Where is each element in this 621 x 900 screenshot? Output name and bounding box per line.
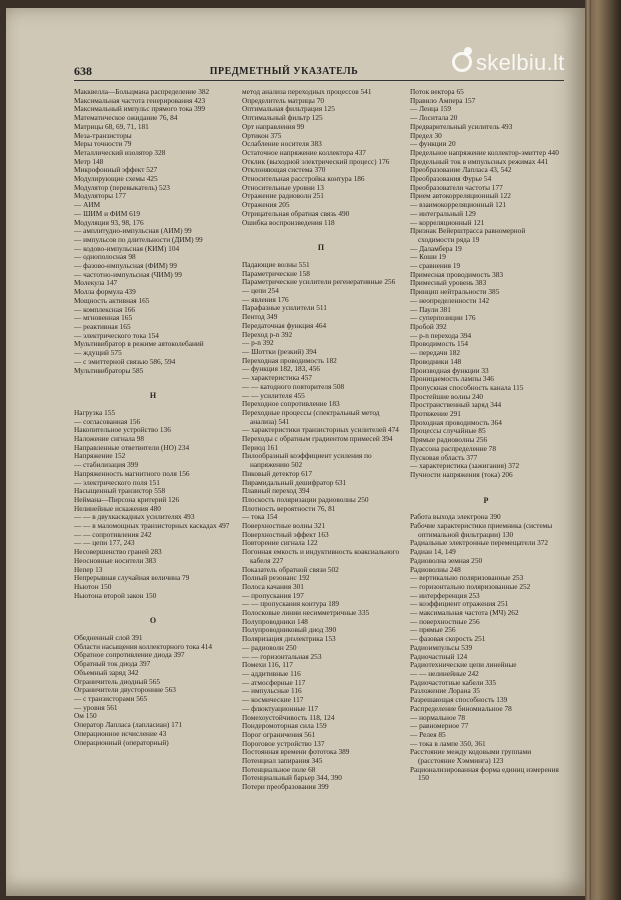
index-entry: Мультивибраторы 585 [74, 365, 144, 375]
index-entry: — — катодного повторителя 508 [242, 381, 345, 391]
index-column-3 [410, 88, 562, 783]
index-entry: Прием автокорреляционный 122 [410, 191, 511, 201]
index-entry: Модуляторы 177 [74, 191, 126, 201]
spacer [242, 227, 400, 235]
index-entry: Метр 148 [74, 156, 104, 166]
index-entry: — — сопротивления 242 [74, 529, 152, 539]
index-entry: — Даламбера 19 [410, 243, 462, 253]
index-entry: — прямые 256 [410, 625, 456, 635]
index-entry: Правило Ампера 157 [410, 95, 476, 105]
index-entry: Неосновные носители 383 [74, 555, 157, 565]
index-entry: — коэффициент отражения 251 [410, 599, 509, 609]
index-entry: — — в двухкаскадных усилителях 493 [74, 512, 195, 522]
index-entry: Ошибка воспроизведения 118 [242, 217, 335, 227]
index-entry: — частотно-импульсная (ЧИМ) 99 [74, 269, 182, 279]
index-entry: — фазово-импульсная (ФИМ) 99 [74, 261, 177, 271]
section-letter: Н [149, 391, 157, 401]
index-entry: — атмосферные 117 [242, 677, 306, 687]
index-entry: — функции 20 [410, 139, 456, 149]
index-entry: Ньютон 150 [74, 581, 112, 591]
index-entry: Радиочастный 124 [410, 651, 468, 661]
index-entry: Остаточное напряжение коллектора 437 [242, 147, 366, 157]
index-entry: Радиоволны 248 [410, 564, 461, 574]
index-entry: Радиоволна земная 250 [410, 555, 483, 565]
index-entry: — пропускания 197 [242, 590, 304, 600]
index-entry: Поверхностные волны 321 [242, 521, 326, 531]
index-entry: — равномерное 77 [410, 721, 469, 731]
spacer [74, 375, 232, 383]
index-entry: Оптимальный фильтр 125 [242, 113, 323, 123]
index-entry: Расстояние между кодовыми группами (расстояние Хэмминга) 123 [410, 747, 532, 766]
index-entry: Оптимальная фильтрация 125 [242, 104, 335, 114]
index-entry: — импульсов по длительности (ДИМ) 99 [74, 234, 203, 244]
page-number: 638 [74, 64, 92, 78]
index-entry: — сравнения 19 [410, 261, 461, 271]
index-entry: — аддитивные 116 [242, 669, 301, 678]
index-entry: — — усилителя 455 [242, 390, 305, 400]
index-entry: Радиальные электронные перемещатели 372 [410, 538, 549, 548]
index-entry: — корреляционный 121 [410, 217, 485, 227]
index-entry: Мультивибратор в режиме автоколебаний [74, 339, 204, 349]
index-entry: Параметрические усилители регенеративные 256 [242, 277, 396, 287]
index-entry: — — цепи 177, 243 [74, 538, 135, 548]
index-entry: Поток вектора 65 [410, 88, 464, 96]
index-column-2 [242, 88, 400, 792]
index-column-1 [74, 88, 232, 747]
index-entry: — явления 176 [242, 294, 289, 304]
index-entry: Процессы случайные 85 [410, 426, 486, 436]
index-entry: Обратный ток диода 397 [74, 659, 151, 669]
spacer [74, 600, 232, 608]
index-columns [74, 88, 568, 896]
index-entry: Пуассона распределение 78 [410, 443, 496, 453]
index-entry: — космические 117 [242, 695, 304, 705]
index-entry: Полосковые линии несимметричные 335 [242, 608, 370, 618]
index-entry: Ограничитель диодный 565 [74, 676, 161, 686]
index-entry: Погонная емкость и индуктивность коаксиального кабеля 227 [242, 547, 400, 565]
index-entry: Меры точности 79 [74, 139, 132, 149]
index-entry: Радиоимпульсы 539 [410, 642, 473, 652]
index-entry: Пиковый детектор 617 [242, 468, 313, 478]
index-entry: Пороговое устройство 137 [242, 738, 325, 748]
index-entry: — тока в лампе 350, 361 [410, 738, 486, 748]
index-entry: Преобразования Фурье 54 [410, 174, 492, 184]
index-entry: — интерференция 253 [410, 590, 480, 600]
watermark [452, 50, 565, 76]
index-entry: Пилообразный коэффициент усиления по напряжению 502 [242, 451, 372, 470]
index-entry: Преобразование Лапласа 43, 542 [410, 165, 512, 175]
running-head: ПРЕДМЕТНЫЙ УКАЗАТЕЛЬ [209, 66, 359, 77]
index-entry: Прямые радиоволны 256 [410, 435, 488, 445]
index-entry: Поверхностный эффект 163 [242, 529, 329, 539]
index-entry: Металлический изолятор 328 [74, 147, 166, 157]
index-entry: Модуляция 93, 98, 176 [74, 217, 144, 227]
index-entry: Рабочие характеристики приемника (системы оптимальной фильтрации) 130 [410, 521, 553, 539]
index-entry: Предел 30 [410, 130, 442, 140]
index-entry: Пробой 392 [410, 321, 447, 331]
index-entry: Нагрузка 155 [74, 407, 116, 417]
index-entry: Признак Вейерштрасса равномерной сходимости ряда 19 [410, 226, 526, 244]
index-entry: Разложение Лоранa 35 [410, 686, 480, 696]
index-entry: Потенциал запирания 345 [242, 756, 323, 766]
index-entry: — Коши 19 [410, 252, 446, 262]
index-entry: Проницаемость лампы 346 [410, 374, 494, 384]
index-entry: Повторение сигнала 122 [242, 538, 318, 548]
index-entry: Полоса качания 301 [242, 581, 304, 591]
index-entry: Поляризация диэлектрика 153 [242, 634, 336, 644]
index-entry: Обратное сопротивление диода 397 [74, 650, 185, 660]
watermark-logo-icon [452, 52, 472, 72]
index-entry: Помехи 116, 117 [242, 660, 293, 670]
index-entry: Неймана—Пирсона критерий 126 [74, 494, 180, 504]
section-letter: О [149, 616, 157, 626]
index-entry: — радиоволн 250 [242, 642, 297, 652]
index-entry: Полупроводники 148 [242, 616, 308, 626]
index-entry: Период 161 [242, 442, 278, 452]
index-entry: Напряжение 152 [74, 451, 126, 461]
index-entry: Области насыщения коллекторного тока 414 [74, 641, 213, 651]
section-letter: П [317, 243, 325, 253]
index-entry: Принцип нейтральности 385 [410, 287, 500, 297]
index-entry: Разрешающая способность 139 [410, 695, 508, 705]
index-entry: Макквелла—Больцмана распределение 382 [74, 88, 210, 96]
index-entry: — АИМ [74, 200, 101, 210]
section-letter: Р [483, 495, 489, 505]
index-entry: Параметрические 158 [242, 268, 310, 278]
index-entry: — характеристики транзисторных усилителей 474 [242, 425, 399, 435]
index-entry: — с эмиттерной связью 586, 594 [74, 356, 176, 366]
index-entry: Наложение сигнала 98 [74, 434, 145, 444]
index-entry: Относительные уровни 13 [242, 182, 324, 192]
index-entry: Математическое ожидание 76, 84 [74, 113, 178, 123]
index-entry: — горизонтально поляризованные 252 [410, 581, 531, 591]
index-entry: Максимальный импульс прямого тока 399 [74, 104, 206, 114]
index-entry: — вертикально поляризованные 253 [410, 573, 524, 583]
index-entry: Накопительное устройство 136 [74, 425, 171, 435]
index-entry: Определитель матрицы 70 [242, 95, 325, 105]
index-entry: Непер 13 [74, 564, 103, 574]
index-entry: Пирамидальный дешифратор 631 [242, 477, 347, 487]
index-entry: Протяжение 291 [410, 409, 461, 419]
index-entry: Объемный заряд 342 [74, 667, 139, 677]
index-entry: — ждущий 575 [74, 348, 122, 358]
index-entry: Распределение биномиальное 78 [410, 703, 512, 713]
index-entry: Модулятор (перевыкатель) 523 [74, 182, 170, 192]
index-entry: — функция 182, 183, 456 [242, 364, 320, 374]
index-entry: Радиочастотные кабели 335 [410, 677, 497, 687]
index-entry: Преобразователи частоты 177 [410, 182, 503, 192]
index-entry: Пропускная способность канала 115 [410, 382, 524, 392]
index-entry: Примесный уровень 383 [410, 278, 487, 288]
index-entry: Пространственный заряд 344 [410, 400, 502, 410]
index-entry: Отклик (выходной электрический процесс) 176 [242, 156, 390, 166]
index-entry: — — горизонтальная 253 [242, 651, 322, 661]
index-entry: Радиотехнические цепи линейные [410, 660, 517, 670]
index-entry: — характеристика (зажигания) 372 [410, 461, 520, 471]
index-entry: — нормальное 78 [410, 712, 466, 722]
index-entry: Предельное напряжение коллектор-эмиттер 440 [410, 147, 559, 157]
index-entry: Работа выхода электрона 390 [410, 512, 501, 522]
index-entry: — мгновенная 165 [74, 313, 133, 323]
index-entry: — комплексная 166 [74, 304, 136, 314]
index-entry: — p-n 392 [242, 338, 274, 348]
index-entry: — взаимокорреляционный 121 [410, 200, 507, 210]
index-entry: — суперпозиции 176 [410, 313, 476, 323]
index-entry: Орт направления 99 [242, 121, 305, 131]
index-entry: Полный резонанс 192 [242, 573, 310, 583]
index-entry: Модулирующие схемы 425 [74, 174, 158, 184]
index-entry: Отражения 205 [242, 200, 290, 210]
index-entry: Переходные процессы (спектральный метод анализа) 541 [242, 407, 380, 426]
index-entry: Передаточная функция 464 [242, 320, 327, 330]
index-entry: — Ленца 159 [410, 104, 452, 114]
index-entry: Насыщенный транзистор 558 [74, 486, 166, 496]
index-entry: — p-n перехода 394 [410, 330, 472, 340]
index-entry: Пучности напряжения (тока) 206 [410, 469, 513, 479]
index-entry: — амплитудно-импульсная (АИМ) 99 [74, 226, 192, 236]
index-entry: Потенциальный барьер 344, 390 [242, 773, 342, 783]
index-entry: Рационализированная форма единиц измерения 150 [410, 764, 559, 783]
index-entry: Проводимость 154 [410, 339, 468, 349]
index-entry: Ослабление носителя 383 [242, 139, 322, 149]
index-entry: Плавный переход 394 [242, 486, 310, 496]
index-entry: Пентод 349 [242, 312, 278, 322]
index-entry: — передачи 182 [410, 348, 461, 358]
index-entry: — фазовая скорость 251 [410, 634, 486, 644]
index-entry: — согласованная 156 [74, 416, 141, 426]
index-entry: Проводники 148 [410, 356, 462, 366]
index-entry: — реактивная 165 [74, 321, 131, 331]
index-entry: — — нелинейные 242 [410, 669, 479, 678]
index-entry: — Шоттки (резкий) 394 [242, 346, 317, 356]
index-entry: Пондеромоторная сила 159 [242, 721, 327, 731]
index-entry: — с транзисторами 565 [74, 694, 148, 703]
index-entry: — Лоситала 20 [410, 113, 458, 123]
index-entry: Относительная расстройка контура 186 [242, 174, 365, 184]
index-entry: Молекула 147 [74, 278, 118, 288]
index-entry: Производная функции 33 [410, 365, 489, 375]
index-entry: Полупроводниковый диод 390 [242, 625, 337, 635]
index-entry: Примесная проводимость 383 [410, 269, 504, 279]
index-entry: Проходная проводимость 364 [410, 417, 502, 427]
index-entry: Оператор Лапласа (лапласиан) 171 [74, 720, 183, 730]
index-entry: — — пропускания контура 189 [242, 599, 340, 609]
index-entry: Ом 150 [74, 711, 97, 721]
index-entry: Мощность активная 165 [74, 295, 150, 305]
index-entry: Ньютона второй закон 150 [74, 590, 157, 600]
index-entry: Ограничители двусторонние 563 [74, 685, 176, 695]
index-entry: Операционное исчисление 43 [74, 728, 167, 738]
index-entry: — стабилизация 399 [74, 460, 139, 470]
index-entry: — флюктуационные 117 [242, 703, 319, 713]
index-entry: — уровня 561 [74, 702, 118, 712]
index-entry: Направленные ответвители (НО) 234 [74, 442, 190, 452]
index-entry: — импульсные 116 [242, 686, 302, 696]
index-entry: — — в маломощных транзисторных каскадах 497 [74, 521, 230, 531]
index-entry: — ШИМ и ФИМ 619 [74, 208, 141, 218]
index-entry: Отрицательная обратная связь 490 [242, 208, 350, 218]
index-entry: Микрофонный эффект 527 [74, 165, 158, 175]
index-entry: — однополосная 98 [74, 252, 136, 262]
index-entry: Падающие волны 551 [242, 259, 310, 269]
index-entry: Несовершенство граней 283 [74, 547, 162, 557]
index-entry: Порог ограничения 561 [242, 729, 316, 739]
index-entry: Пусковая область 377 [410, 452, 478, 462]
index-entry: — поверхностные 256 [410, 616, 480, 626]
index-entry: Помехоустойчивость 118, 124 [242, 712, 335, 722]
index-entry: — характеристика 457 [242, 373, 313, 383]
index-entry: Переходы с обратным градиентом примесей 394 [242, 434, 393, 444]
index-entry: — неопределенности 142 [410, 295, 490, 305]
index-entry: Плотность вероятности 76, 81 [242, 503, 336, 513]
index-entry: Постоянная времени фототока 389 [242, 747, 350, 757]
index-entry: Отклоняющая система 370 [242, 165, 326, 175]
index-entry: Операционный (операторный) [74, 737, 169, 747]
index-entry: Потери преобразования 399 [242, 782, 329, 792]
watermark-text: skelbiu.lt [476, 50, 565, 75]
index-entry: — интегральный 129 [410, 208, 476, 218]
index-entry: Переходное сопротивление 183 [242, 399, 340, 409]
index-entry: Непрерывная случайная величина 79 [74, 573, 190, 583]
index-entry: Предварительный усилитель 493 [410, 121, 513, 131]
index-entry: Парафазные усилители 511 [242, 303, 327, 313]
index-entry: Матрицы 68, 69, 71, 181 [74, 121, 149, 131]
index-entry: Плоскость поляризации радиоволны 250 [242, 494, 369, 504]
index-entry: Простейшие волны 240 [410, 391, 484, 401]
index-entry: — максимальная частота (МЧ) 262 [410, 608, 519, 618]
index-entry: Молла формула 439 [74, 287, 136, 297]
index-entry: — электрического поля 151 [74, 477, 160, 487]
index-entry: Обедненный слой 391 [74, 633, 143, 643]
index-entry: — тока 154 [242, 512, 278, 522]
book-spine-crack [585, 0, 591, 900]
index-entry: Предельный ток в импульсных режимах 441 [410, 156, 549, 166]
index-entry: — Релея 85 [410, 729, 446, 739]
spacer [410, 480, 562, 488]
index-entry: Показатель обратной связи 502 [242, 564, 339, 574]
index-entry: Максимальная частота генерирования 423 [74, 95, 206, 105]
index-entry: — цепи 254 [242, 286, 279, 296]
index-entry: Отражение радиоволн 251 [242, 191, 324, 201]
index-entry: — Паули 381 [410, 304, 451, 314]
index-entry: Напряженность магнитного поля 156 [74, 468, 190, 478]
index-entry: Переходная проводимость 182 [242, 355, 337, 365]
index-entry: Переход p-n 392 [242, 329, 293, 339]
book-page [6, 8, 586, 896]
index-entry: Потенциальное поле 68 [242, 764, 316, 774]
index-entry: метод анализа переходных процессов 541 [242, 88, 372, 96]
index-entry: Нелинейные искажения 480 [74, 503, 161, 513]
index-entry: Радиан 14, 149 [410, 547, 456, 557]
index-entry: — электрического тока 154 [74, 330, 159, 340]
index-entry: — кодово-импульсная (КИМ) 104 [74, 243, 180, 253]
index-entry: Меза-транзисторы [74, 130, 132, 140]
index-entry: Ортикон 375 [242, 130, 282, 140]
